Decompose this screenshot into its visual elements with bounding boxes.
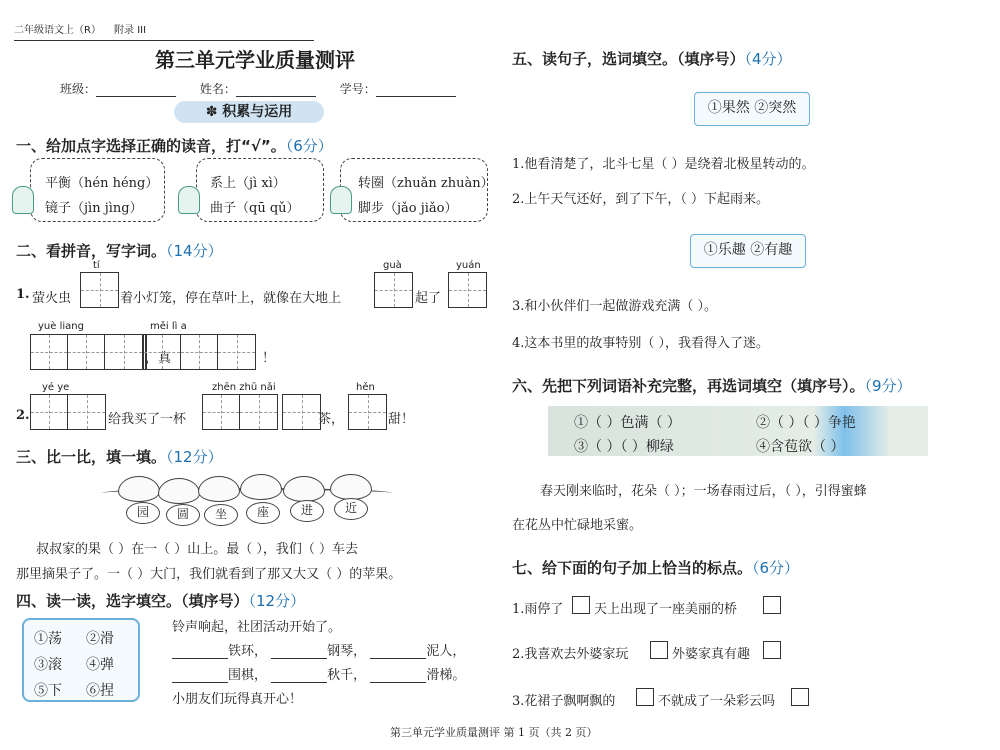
q2-heading-text: 二、看拼音，写字词。 [16,242,167,260]
q3-line-2[interactable]: 那里摘果子了。一（ ）大门，我们就看到了那又大又（ ）的苹果。 [16,567,402,582]
leaf-icon [283,476,325,502]
q2-sentence-1b: 着小灯笼，停在草叶上，就像在大地上 [120,291,342,306]
q4-option: ②滑 [86,631,114,647]
grid-cell[interactable] [283,395,320,429]
q4-points: （12分） [248,592,306,610]
q1-heading [16,135,333,156]
answer-blank[interactable] [271,671,327,683]
q2-sentence-2b: 茶， [318,412,345,427]
q4-line-1: 铃声响起，社团活动开始了。 [172,620,342,635]
grid-cell[interactable] [31,395,68,429]
q6-paragraph-1[interactable]: 春天刚来临时，花朵（ ）；一场春雨过后，（ ），引得蜜蜂 [540,484,867,499]
q1-points: （6分） [285,137,333,155]
grid-cell[interactable] [81,273,118,307]
q4-line-2 [172,640,465,659]
class-field[interactable] [96,85,176,97]
q4-line-4: 小朋友们玩得真开心！ [172,692,303,707]
answer-blank[interactable] [370,647,426,659]
q4-heading [16,590,305,611]
id-label: 学号： [339,82,376,96]
q7-sentence-1a: 1.雨停了 [512,602,564,617]
q4-heading-text: 四、读一读，选字填空。（填序号） [16,592,249,610]
char-grid-ti[interactable] [80,272,119,308]
q6-word-4[interactable]: ④含苞欲（ ） [756,439,845,455]
q2-sentence-2a: 给我买了一杯 [108,412,187,427]
answer-blank[interactable] [271,647,327,659]
page-header [14,18,314,41]
punctuation-box[interactable] [763,596,781,614]
q4-option: ①荡 [34,631,62,647]
q6-word-1[interactable]: ①（ ）色满（ ） [574,415,681,431]
q5-sentence-3[interactable]: 3.和小伙伴们一起做游戏充满（ ）。 [512,299,718,314]
q5-sentence-4[interactable]: 4.这本书里的故事特别（ ），我看得入了迷。 [512,336,770,351]
page-title: 第三单元学业质量测评 [155,48,355,72]
q1-heading-text: 一、给加点字选择正确的读音，打“√”。 [16,137,286,155]
cactus-icon [12,186,34,214]
grid-cell[interactable] [203,395,240,429]
q7-sentence-1b: 天上出现了一座美丽的桥 [594,602,738,617]
q6-points: （9分） [864,377,912,395]
grid-cell[interactable] [375,273,412,307]
q1-item[interactable]: 平衡（hén héng） [45,176,159,191]
q7-heading-text: 七、给下面的句子加上恰当的标点。 [512,559,753,577]
answer-blank[interactable] [172,671,228,683]
page-footer: 第三单元学业质量测评 第 1 页（共 2 页） [390,726,598,739]
punctuation-box[interactable] [791,688,809,706]
grid-cell[interactable] [144,335,181,369]
q4-option: ⑥捏 [86,683,114,699]
char-grid-yeye[interactable] [30,394,106,430]
pinyin-yuan: yuán [456,260,481,271]
q1-item[interactable]: 曲子（qū qǔ） [210,201,300,216]
q2-sentence-1a: 萤火虫 [32,291,72,306]
char-grid-hen[interactable] [348,394,387,430]
q4-option: ③滚 [34,657,62,673]
punctuation-box[interactable] [636,688,654,706]
id-field[interactable] [376,85,456,97]
char-choice: 坐 [204,504,238,526]
q3-points: （12分） [166,448,223,466]
q2-heading [16,240,223,261]
leaf-icon [158,478,200,504]
grid-cell[interactable] [349,395,386,429]
grid-cell[interactable] [449,273,486,307]
char-choice: 进 [290,500,324,522]
pinyin-ti: tí [93,260,100,271]
flower-icon: ✽ [205,104,223,120]
q6-heading-text: 六、先把下列词语补充完整，再选词填空（填序号）。 [512,377,865,395]
char-grid-nai[interactable] [282,394,321,430]
grid-cell[interactable] [218,335,255,369]
q4-item: 铁环， [228,644,268,659]
q6-word-2[interactable]: ②（ ）（ ）争艳 [756,415,856,431]
char-choice: 座 [246,502,280,524]
q7-sentence-3b: 不就成了一朵彩云吗 [658,694,776,709]
name-field[interactable] [236,85,316,97]
q2-excl: ！ [262,351,276,366]
q1-item[interactable]: 脚步（jǎo jiǎo） [358,201,458,216]
q2-points: （14分） [166,242,223,260]
q2-number-2: 2. [16,408,30,423]
grid-cell[interactable] [181,335,218,369]
class-label: 班级： [60,82,97,96]
q5-sentence-1[interactable]: 1.他看清楚了，北斗七星（ ）是绕着北极星转动的。 [512,157,815,172]
student-info [60,80,456,97]
grid-cell[interactable] [31,335,68,369]
q4-line-3 [172,664,465,683]
pinyin-gua: guà [383,260,402,271]
char-choice: 园 [126,502,160,524]
char-grid-yueliang[interactable] [30,334,143,370]
cactus-icon [330,186,352,214]
q7-sentence-2b: 外婆家真有趣 [672,647,751,662]
q2-sentence-2c: 甜！ [388,412,415,427]
pinyin-meili: měi lì a [150,321,187,332]
q4-item: 钢琴， [327,644,367,659]
section-banner-text: 积累与运用 [222,104,293,120]
q5-word-box-2: ①乐趣 ②有趣 [690,234,806,268]
q2-sentence-1c: 起了 [415,291,442,306]
cactus-icon [178,186,200,214]
char-choice: 近 [334,498,368,520]
q5-heading-text: 五、读句子，选词填空。（填序号） [512,50,745,68]
header-appendix: 附录 III [114,25,147,36]
char-grid-zhenzhu[interactable] [202,394,278,430]
q4-item: 滑梯。 [426,668,466,683]
q7-sentence-2a: 2.我喜欢去外婆家玩 [512,647,629,662]
q5-heading [512,48,792,69]
q7-points: （6分） [752,559,800,577]
leaf-icon [330,474,372,500]
q2-number-1: 1. [16,287,30,302]
q1-item[interactable]: 镜子（jìn jìng） [45,201,143,216]
q3-heading-text: 三、比一比，填一填。 [16,448,167,466]
q3-heading [16,446,223,467]
q6-paragraph-2: 在花丛中忙碌地采蜜。 [512,518,643,533]
q5-sentence-2[interactable]: 2.上午天气还好，到了下午，（ ）下起雨来。 [512,192,770,207]
q4-option: ⑤下 [34,683,62,699]
q7-heading [512,557,799,578]
leaf-icon [198,476,240,502]
section-banner [174,101,324,123]
grid-cell[interactable] [105,335,142,369]
q3-line-1[interactable]: 叔叔家的果（ ）在一（ ）山上。最（ ），我们（ ）车去 [36,542,359,557]
q4-option: ④弹 [86,657,114,673]
char-grid-yuan[interactable] [448,272,487,308]
leaf-icon [240,474,282,500]
punctuation-box[interactable] [572,596,590,614]
grid-cell[interactable] [68,395,105,429]
grid-cell[interactable] [68,335,105,369]
q4-item: 秋千， [327,668,367,683]
q4-item: 围棋， [228,668,268,683]
char-grid-gua[interactable] [374,272,413,308]
header-grade: 二年级语文上（R） [14,25,101,36]
punctuation-box[interactable] [763,641,781,659]
q5-word-box-1: ①果然 ②突然 [694,92,810,126]
punctuation-box[interactable] [650,641,668,659]
pinyin-zhenzhu: zhēn zhū nǎi [212,382,276,393]
grid-cell[interactable] [240,395,277,429]
pinyin-hen: hěn [356,382,375,393]
q1-item[interactable]: 转圈（zhuǎn zhuàn） [358,176,494,191]
char-grid-meili[interactable] [143,334,256,370]
answer-blank[interactable] [172,647,228,659]
q4-item: 泥人， [426,644,466,659]
answer-blank[interactable] [370,671,426,683]
q2-zhen: ，真 [145,351,172,366]
leaf-icon [118,476,160,502]
pinyin-yeye: yé ye [42,382,70,393]
q6-heading [512,375,912,396]
q7-sentence-3a: 3.花裙子飘啊飘的 [512,694,616,709]
q5-points: （4分） [744,50,792,68]
q1-item[interactable]: 系上（jì xì） [210,176,286,191]
pinyin-yueliang: yuè liang [38,321,84,332]
char-choice: 圆 [166,504,200,526]
q6-word-3[interactable]: ③（ ）（ ）柳绿 [574,439,674,455]
name-label: 姓名： [199,82,236,96]
